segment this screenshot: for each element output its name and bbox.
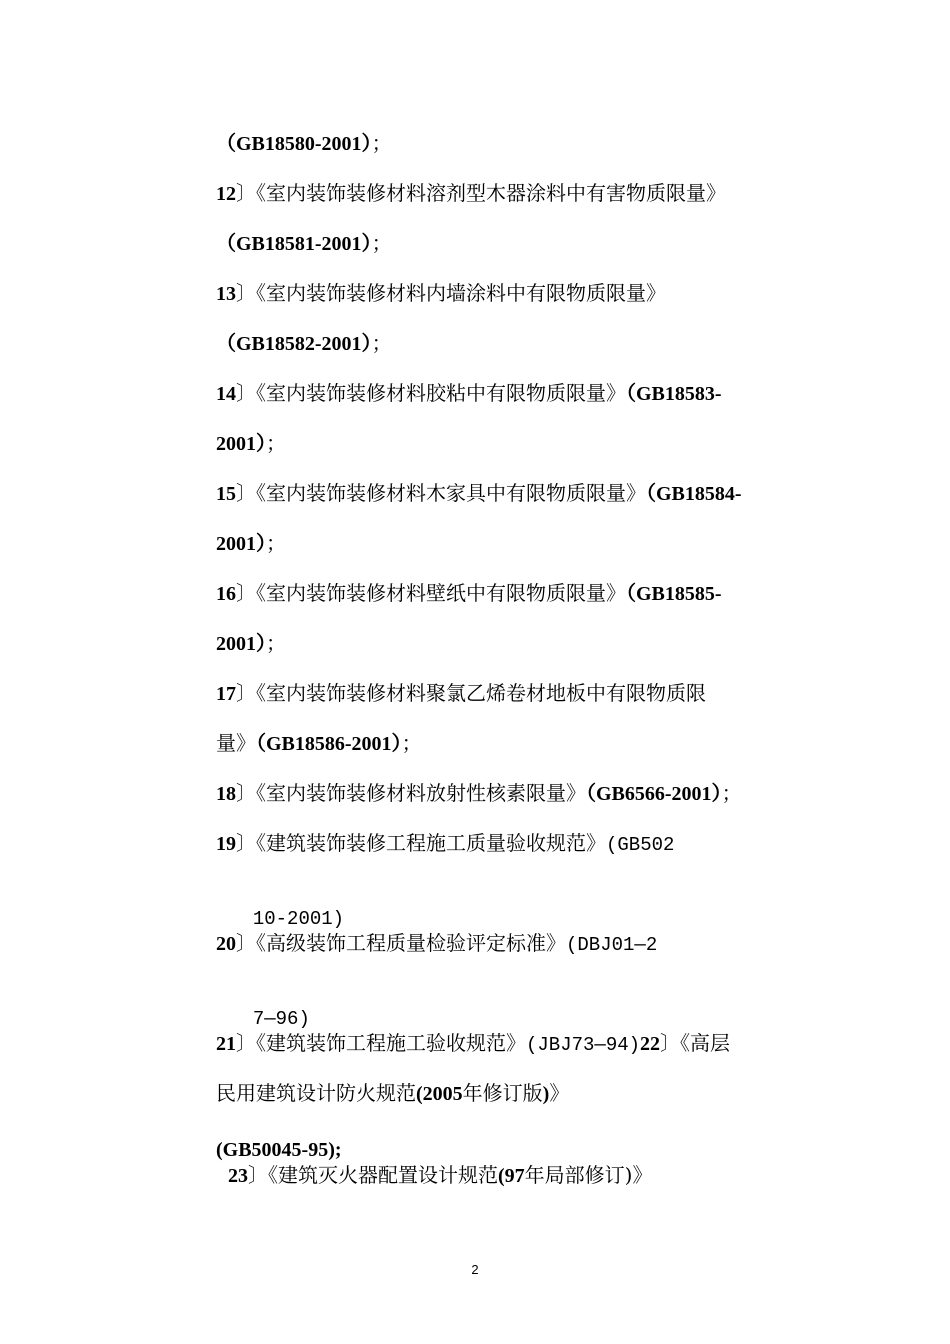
punctuation: ； [266,431,286,455]
reference-line [216,331,392,356]
standard-title: 〕《建筑装饰工程施工验收规范》 [236,1031,526,1055]
standard-title: 〕《室内装饰装修材料聚氯乙烯卷材地板中有限物质限 [236,681,706,705]
standard-code: 2001） [216,533,266,555]
standard-code: （GB18585- [626,583,722,605]
standard-code: （GB6566-2001） [586,783,722,805]
reference-item-16 [216,581,722,606]
standard-title: 〕《室内装饰装修材料胶粘中有限物质限量》 [236,381,626,405]
item-number: 15 [216,483,236,505]
standard-title: 〕《室内装饰装修材料溶剂型木器涂料中有害物质限量》 [236,181,726,205]
reference-item-23 [228,1163,652,1188]
item-number: 20 [216,933,236,955]
edition-year: (2005 [416,1083,463,1105]
reference-line [216,1081,569,1106]
punctuation: ； [266,631,286,655]
standard-title: 年修订版 [462,1081,543,1105]
standard-code: (JBJ73—94) [526,1034,641,1056]
punctuation: ； [401,731,422,755]
reference-line [216,431,286,456]
standard-title: 〕《高层 [660,1031,731,1055]
punctuation: 》 [632,1163,653,1187]
standard-title: 〕《室内装饰装修材料壁纸中有限物质限量》 [236,581,626,605]
standard-title: 民用建筑设计防火规范 [216,1081,416,1105]
punctuation: ； [371,331,392,355]
item-number: 22 [640,1033,661,1055]
item-number: 23 [228,1165,248,1187]
item-number: 21 [216,1033,236,1055]
punctuation: ) [624,1163,633,1187]
item-number: 16 [216,583,236,605]
standard-code: （GB18583- [626,383,722,405]
standard-title: 〕《高级装饰工程质量检验评定标准》 [236,931,566,955]
standard-code: （GB18581-2001） [216,233,372,255]
standard-code: （GB18582-2001） [216,333,372,355]
reference-item-14 [216,381,722,406]
standard-code: (DBJ01—2 [566,934,658,956]
punctuation: ) [542,1083,550,1105]
punctuation: ； [266,531,286,555]
item-number: 13 [216,283,236,305]
reference-item-20 [216,931,657,957]
reference-line [216,1137,342,1162]
item-number: 18 [216,783,236,805]
revision-year: (97 [498,1165,525,1187]
standard-title: 量》 [216,731,256,755]
standard-code: (GB50045-95); [216,1139,342,1161]
reference-item-12 [216,181,726,206]
page-number: 2 [471,1262,479,1277]
reference-item-21 [216,1031,730,1057]
reference-line [216,531,286,556]
standard-code: （GB18584- [646,483,742,505]
item-number: 12 [216,183,236,205]
reference-line [216,731,422,756]
standard-code: （GB18580-2001） [216,133,372,155]
standard-title: 〕《室内装饰装修材料放射性核素限量》 [236,781,586,805]
standard-code: 7—96) [241,1008,310,1030]
reference-item-15 [216,481,742,506]
standard-code: 10-2001) [241,908,345,930]
standard-title: 〕《建筑灭火器配置设计规范 [248,1163,498,1187]
reference-line [216,131,392,156]
standard-code: (GB502 [606,834,675,856]
punctuation: ； [721,781,742,805]
item-number: 19 [216,833,236,855]
item-number: 17 [216,683,236,705]
item-number: 14 [216,383,236,405]
standard-code: 2001） [216,633,266,655]
reference-item-18 [216,781,742,806]
punctuation: ； [371,231,392,255]
reference-item-19 [216,831,674,857]
reference-item-13 [216,281,666,306]
reference-line [216,231,392,256]
standard-code: （GB18586-2001） [256,733,402,755]
punctuation: ； [371,131,392,155]
punctuation: 》 [549,1081,570,1105]
standard-title: 年局部修订 [524,1163,625,1187]
standard-title: 〕《建筑装饰装修工程施工质量验收规范》 [236,831,606,855]
standard-title: 〕《室内装饰装修材料木家具中有限物质限量》 [236,481,646,505]
reference-line [216,631,286,656]
reference-item-17 [216,681,706,706]
standard-code: 2001） [216,433,266,455]
standard-title: 〕《室内装饰装修材料内墙涂料中有限物质限量》 [236,281,666,305]
